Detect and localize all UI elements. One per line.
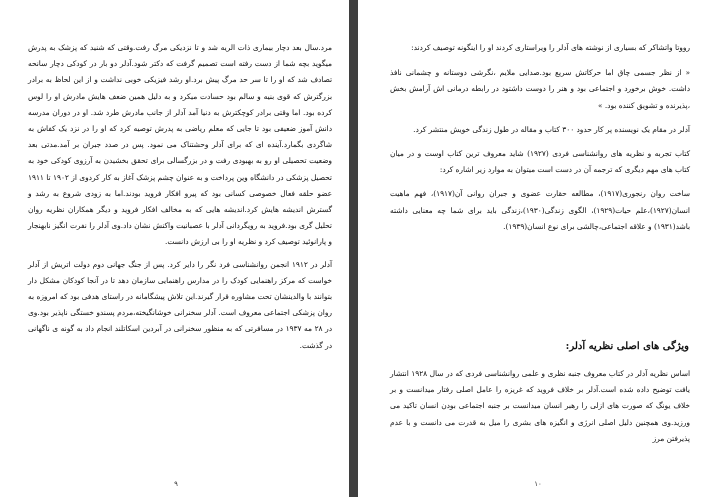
- right-paragraph-famous-book: کتاب تجربه و نظریه های روانشناسی فردی (۱۹۲۷) شاید معروف ترین کتاب اوست و در میان کتاب های مهم دیگری که ترجمه آن در دست است میتوان به موارد زیر اشاره کرد:: [390, 149, 690, 175]
- right-page-body: [390, 40, 690, 235]
- right-page-number: ۱۰: [534, 480, 542, 488]
- left-page: [0, 0, 349, 497]
- left-paragraph-biography: مرد.سال بعد دچار بیماری ذات الریه شد و تا نزدیکی مرگ رفت.وقتی که شنید که پزشک به پدرش میگوید بچه شما از دست رفته است تصمیم گرفت که دکتر شود.آدلر دو بار در کودکی دچار سانحه تصادف شد که او را تا سر حد مرگ پیش برد.او رشد فیزیکی خوبی نداشت و از این لحاظ به برادر بزرگترش که قوی بنیه و سالم بود حسادت میکرد و به دلیل همین ضعف هایش مادرش او را لوس کرده بود. اما وقتی برادر کوچکترش به دنیا آمد آدلر از جانب مادرش طرد شد. او در دوران مدرسه دانش آموز ضعیفی بود تا جایی که معلم ریاضی به پدرش توصیه کرد که او را در نزد یک کفاش به شاگردی بگمارد.آینده ای که برای آدلر وحشتناک می نمود. پس در صدد جبران بر آمد.مدتی بعد وضعیت تحصیلی او رو به بهبودی رفت و در بزرگسالی برای تحقق بخشیدن به آرزوی کودکی خود به تحصیل پزشکی در دانشگاه وین پرداخت و به عنوان چشم پزشک آغاز به کار کردوی از ۱۹۰۲ تا ۱۹۱۱ عضو حلقه فعال خصوصی کسانی بود که پیرو افکار فروید بودند.اما به زودی شروع به رشد و گسترش اندیشه هایش کرد.اندیشه هایی که به مخالف افکار فروید و دیگر همکاران نظریه روان تحلیل گری بود.فروید به رویگردانی آدلر با عصبانیت واکنش نشان داد.وی آدلر را نفرت انگیز نابهنجار و پارانوئید توصیف کرد و نظریه او را بی ارزش دانست.: [28, 43, 332, 247]
- right-paragraph-description-intro: رووتا واتشاکر که بسیاری از نوشته های آدلر را ویراستاری کردند او را اینگونه توصیف کردند:: [411, 43, 690, 52]
- right-page-closing-body: [390, 366, 690, 447]
- right-page: [358, 0, 707, 497]
- right-paragraph-quote: « از نظر جسمی چاق اما حرکاتش سریع بود.صدایی ملایم ،نگرشی دوستانه و چشمانی نافذ داشت. خوش برخورد و اجتماعی بود و هنر را دوست داشتود در رابطه درمانی اش آرامش بخش ،پذیرنده و تشویق کننده بود. »: [390, 68, 690, 110]
- left-paragraph-society: آدلر در ۱۹۱۲ انجمن روانشناسی فرد نگر را دایر کرد. پس از جنگ جهانی دوم دولت اتریش از آدلر خواست که مرکز راهنمایی کودک را در مدارس راهنمایی سازمان دهد تا در آنجا کودکان مشکل دار بتوانند با والدینشان تحت مشاوره قرار گیرند.این تلاش پیشگامانه در راستای هدفی بود که امروزه به روان پزشکی اجتماعی معروف است. آدلر سخنرانی خوشانگیخته،مردم پسندو خستگی ناپذیر بود.وی در ۲۸ مه ۱۹۳۷ در مسافرتی که به منظور سخنرانی در آبردین اسکاتلند انجام داد به گونه ی ناگهانی در گذشت.: [28, 259, 333, 350]
- left-page-body: [28, 40, 332, 354]
- right-paragraph-publications: آدلر در مقام یک نویسنده پر کار حدود ۳۰۰ کتاب و مقاله در طول زندگی خویش منتشر کرد.: [413, 124, 690, 134]
- right-paragraph-book-list: ساخت روان رنجوری(۱۹۱۷)، مطالعه حقارت عضوی و جبران روانی آن(۱۹۱۷)، فهم ماهیت انسان(۱۹۲۷)،علم حیات(۱۹۲۹)، الگوی زندگی(۱۹۳۰)،زندگی باید برای شما چه معنایی داشته باشد(۱۹۳۱) و علاقه اجتماعی،چالشی برای نوع انسان(۱۹۳۹).: [390, 189, 690, 231]
- section-heading: ویژگی های اصلی نظریه آدلر:: [565, 341, 689, 352]
- right-paragraph-theory-basis: اساس نظریه آدلر در کتاب معروف جنبه نظری و علمی روانشناسی فردی که در سال ۱۹۲۸ انتشار یافت توضیح داده شده است.آدلر بر خلاف فروید که غریزه را عامل اصلی رفتار میدانست و بر خلاف یونگ که صورت های ازلی را رهبر انسان میدانست بر جنبه اجتماعی بودن انسان تاکید می ورزید.وی همچنین دلیل اصلی انرژی و انگیزه های بشری را میل به قدرت می دانست و با عدم پذیرفتن مرز: [390, 369, 691, 443]
- left-page-number: ۹: [174, 480, 178, 488]
